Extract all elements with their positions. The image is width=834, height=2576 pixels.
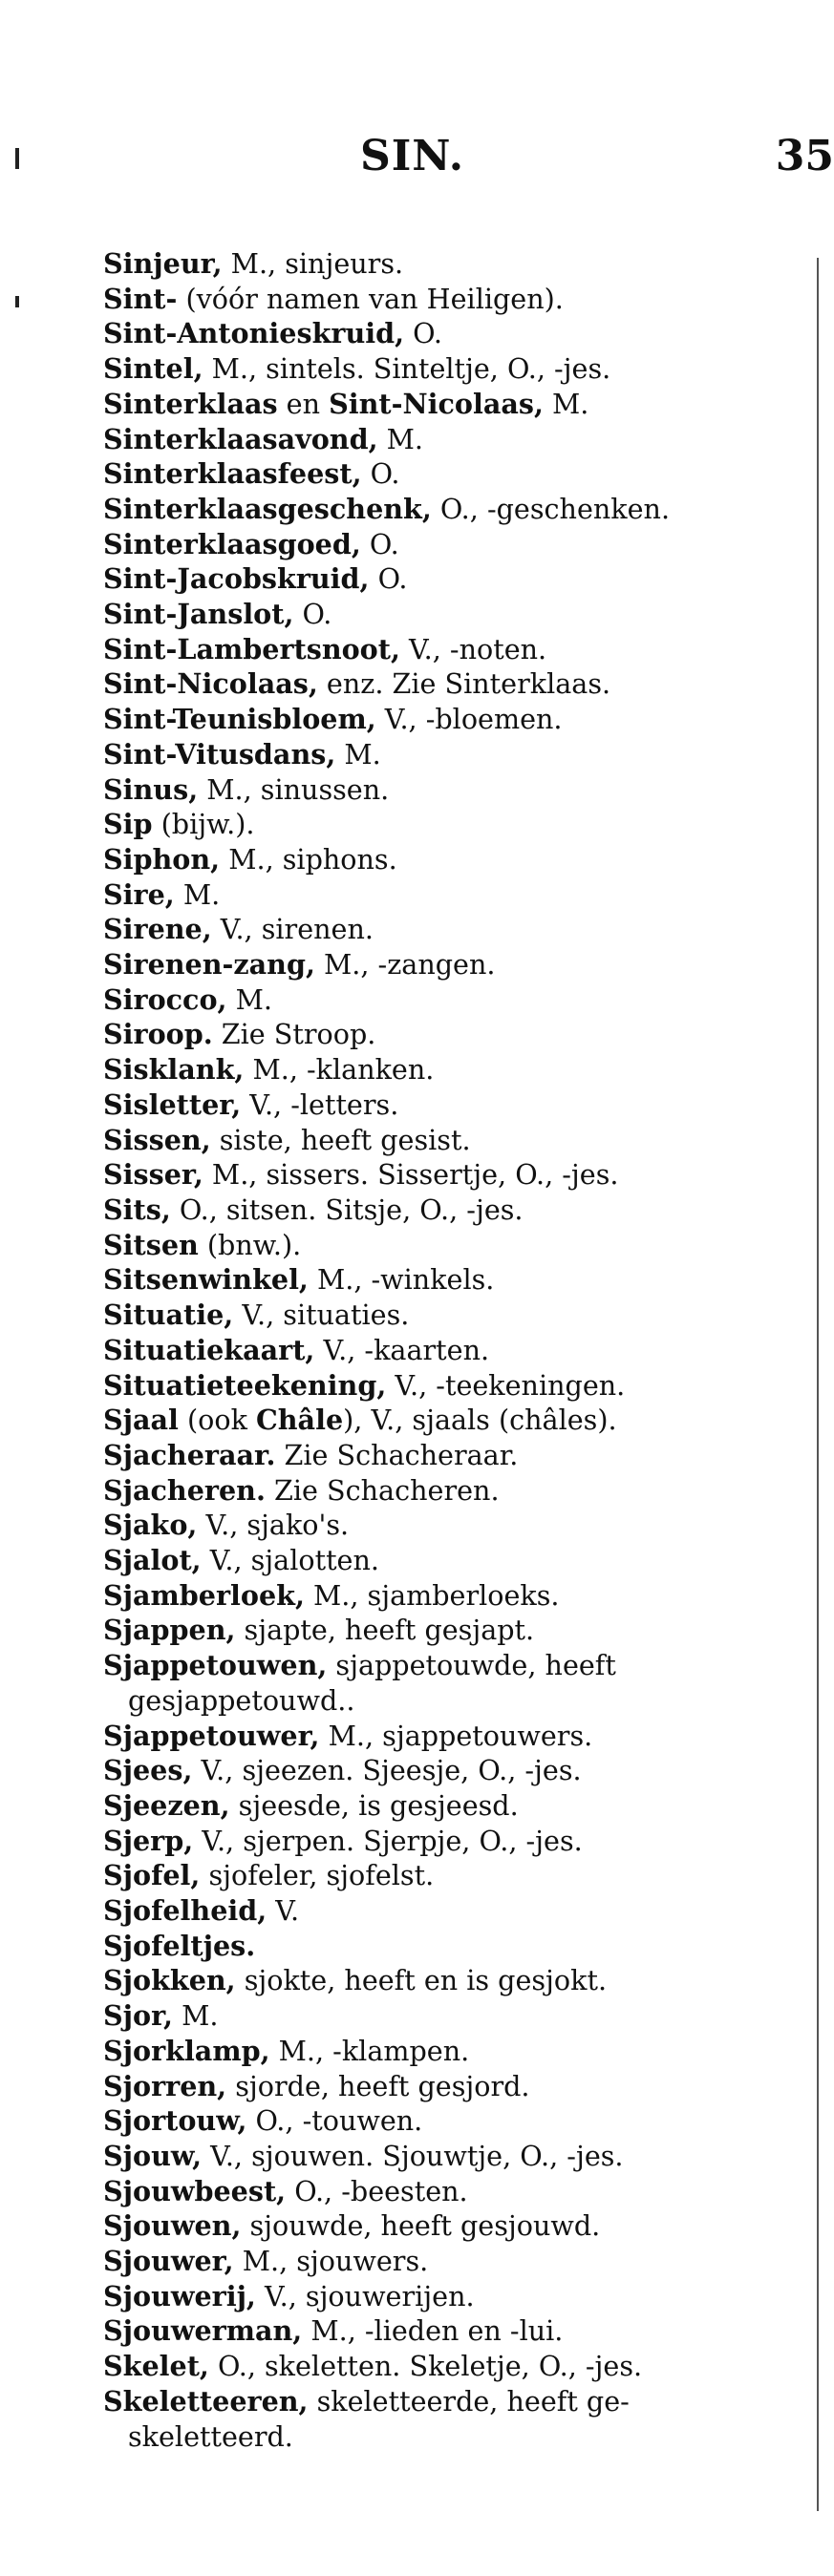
entry-headword: Skeletteeren, [103,2384,309,2418]
entry-headword: Sint-Jacobskruid, [103,562,370,596]
entry-headword: Sjacheraar. [103,1438,276,1471]
entry-definition: V., -noten. [399,632,547,665]
entry-definition: V., situaties. [233,1299,410,1332]
dictionary-entry [103,1824,797,1859]
dictionary-entry [103,1438,797,1473]
entry-definition: sjofeler, sjofelst. [200,1859,435,1892]
entry-headword: Sip [103,808,153,841]
entry-definition: M. [174,877,221,911]
column-rule [817,258,819,2511]
dictionary-entry [103,1648,797,1718]
entry-definition: enz. Zie Sinterklaas. [317,667,611,701]
dictionary-entry [103,1228,797,1263]
entry-definition: (bijw.). [152,808,255,841]
entry-headword: Sjako, [103,1509,198,1542]
dictionary-entry [103,1157,797,1193]
entry-definition: (bnw.). [198,1228,302,1261]
entry-definition: V., -teekeningen. [386,1368,626,1402]
dictionary-entry [103,1403,797,1438]
entry-definition: O., -touwen. [246,2104,423,2138]
entry-headword: Sjofelheid, [103,1894,267,1928]
dictionary-entry [103,666,797,702]
entry-definition: M., sjouwers. [233,2245,429,2278]
entry-definition: V., sjako's. [197,1509,350,1542]
dictionary-entry [103,2174,797,2209]
entry-definition: M. [335,737,381,771]
entry-headword: Sisklank, [103,1053,245,1087]
entry-definition: M. [226,982,272,1016]
entry-definition: V., sjouwerijen. [255,2279,475,2312]
entry-headword-secondary: Sint-Nicolaas, [329,387,544,420]
entry-definition: M., -winkels. [308,1263,495,1297]
entry-headword-secondary: Châle [256,1404,344,1437]
entry-definition: O. [360,527,399,560]
dictionary-entry [103,2208,797,2244]
dictionary-entry [103,772,797,808]
entry-definition: V., -kaarten. [314,1333,490,1366]
entry-continuation: skeletteerd. [128,2419,293,2453]
entry-definition: siste, heeft gesist. [210,1123,471,1156]
dictionary-entry [103,2034,797,2069]
entry-headword: Sint-Teunisbloem, [103,703,376,736]
entry-headword: Sint-Lambertsnoot, [103,632,400,665]
entry-definition: M., sinjeurs. [222,247,404,280]
entry-definition: V., sjeezen. Sjeesje, O., -jes. [192,1754,582,1787]
dictionary-entry [103,1087,797,1123]
entry-headword: Sissen, [103,1123,211,1156]
dictionary-entry [103,632,797,667]
entry-headword: Sjaal [103,1404,179,1437]
dictionary-entry [103,1368,797,1404]
page-title: SIN. [359,132,465,180]
entry-definition: V., -bloemen. [375,703,563,736]
dictionary-entry [103,1719,797,1754]
entry-headword: Sjokken, [103,1964,236,1997]
entry-continuation: gesjappetouwd.. [128,1683,355,1717]
dictionary-entry [103,527,797,562]
dictionary-entry [103,246,797,282]
dictionary-entry [103,2313,797,2349]
entry-definition: M., sjappetouwers. [319,1719,593,1752]
dictionary-entry [103,1998,797,2034]
dictionary-entry [103,737,797,772]
dictionary-entry [103,492,797,527]
dictionary-entry [103,1929,797,1964]
entry-definition: V., sjerpen. Sjerpje, O., -jes. [193,1824,583,1857]
dictionary-entry [103,2103,797,2139]
entry-headword: Situatieteekening, [103,1368,387,1402]
entry-definition: sjokte, heeft en is gesjokt. [235,1964,608,1997]
entry-definition: en [277,387,330,420]
entry-headword: Sinterklaasfeest, [103,457,362,491]
entry-headword: Sirene, [103,913,212,946]
entry-headword: Siroop. [103,1018,213,1051]
entry-headword: Sjappen, [103,1614,236,1647]
entry-definition: sjappetouwde, heeft [327,1649,616,1682]
dictionary-entry [103,1788,797,1824]
dictionary-entry [103,842,797,877]
entry-headword: Sinjeur, [103,247,223,280]
entry-definition: Zie Stroop. [212,1018,376,1051]
entry-definition-secondary: ), V., sjaals (châles). [343,1404,617,1437]
entry-definition: V., sjouwen. Sjouwtje, O., -jes. [202,2139,624,2172]
dictionary-entry [103,1893,797,1929]
entry-definition: V., sjalotten. [201,1544,379,1577]
dictionary-entry [103,947,797,982]
entry-headword: Sirenen-zang, [103,948,315,982]
entry-definition: V., -letters. [241,1087,399,1121]
entry-headword: Sinterklaas [103,387,278,420]
dictionary-entry [103,316,797,351]
entry-headword: Sjouwen, [103,2209,242,2243]
dictionary-entry [103,1193,797,1228]
dictionary-entry [103,1262,797,1298]
entry-headword: Sjeezen, [103,1788,230,1822]
entry-headword: Sirocco, [103,982,227,1016]
entry-definition: M., -zangen. [314,948,496,982]
entry-headword: Sjor, [103,1999,174,2033]
entry-definition: M., sintels. Sinteltje, O., -jes. [203,352,611,386]
dictionary-entry [103,877,797,913]
entry-headword: Sinus, [103,772,199,806]
page-number: 35 [775,132,834,180]
dictionary-entry [103,2139,797,2174]
entry-headword: Sjorklamp, [103,2034,270,2067]
dictionary-entry [103,1017,797,1052]
entry-headword: Sjamberloek, [103,1578,305,1612]
entry-headword: Sinterklaasavond, [103,422,378,455]
entry-headword: Sint-Janslot, [103,598,294,631]
entry-headword: Sisser, [103,1158,203,1192]
entry-definition: O. [404,317,443,350]
entry-headword: Sjappetouwer, [103,1719,320,1752]
entry-headword: Sjorren, [103,2069,227,2102]
dictionary-entry [103,702,797,737]
dictionary-entry [103,1963,797,1998]
entry-headword: Sint-Nicolaas, [103,667,318,701]
entry-definition: M., siphons. [220,842,397,876]
entry-headword: Sire, [103,877,175,911]
dictionary-entry [103,1753,797,1788]
entry-headword: Sjerp, [103,1824,194,1857]
entry-headword: Siphon, [103,842,221,876]
entry-headword: Sint-Vitusdans, [103,737,336,771]
entry-definition-secondary: M. [543,387,589,420]
entry-headword: Sinterklaasgoed, [103,527,361,560]
entry-headword: Sisletter, [103,1087,242,1121]
dictionary-entry [103,1508,797,1543]
dictionary-entry [103,1473,797,1509]
entry-headword: Sintel, [103,352,203,386]
entry-definition: (ook [178,1404,257,1437]
dictionary-entries [103,246,797,2454]
dictionary-entry [103,2069,797,2104]
entry-definition: M. [377,422,424,455]
entry-definition: O. [369,562,408,596]
entry-definition: M., -klanken. [244,1053,435,1087]
entry-definition: M. [173,1999,219,2033]
dictionary-entry [103,807,797,842]
entry-definition: sjorde, heeft gesjord. [226,2069,530,2102]
entry-headword: Sjappetouwen, [103,1649,328,1682]
left-margin-rule-mid [15,296,19,307]
dictionary-entry [103,1052,797,1087]
page-header [0,132,834,189]
entry-definition: O., -geschenken. [431,492,671,525]
entry-headword: Sjacheren. [103,1473,266,1507]
dictionary-entry [103,982,797,1018]
entry-definition: O. [361,457,400,491]
entry-headword: Sjalot, [103,1544,202,1577]
entry-headword: Sinterklaasgeschenk, [103,492,432,525]
dictionary-entry [103,1578,797,1614]
entry-headword: Sjouwbeest, [103,2174,287,2207]
dictionary-entry [103,2384,797,2454]
dictionary-entry [103,597,797,632]
dictionary-entry [103,282,797,317]
entry-definition: sjeesde, is gesjeesd. [229,1788,519,1822]
entry-headword: Sint-Antonieskruid, [103,317,405,350]
dictionary-entry [103,2279,797,2314]
dictionary-entry [103,1123,797,1158]
entry-headword: Sjees, [103,1754,193,1787]
entry-definition: Zie Schacheraar. [275,1438,519,1471]
entry-definition: O., skeletten. Skeletje, O., -jes. [208,2350,643,2383]
dictionary-entry [103,456,797,492]
dictionary-entry [103,2349,797,2384]
entry-definition: Zie Schacheren. [265,1473,500,1507]
entry-headword: Sjofel, [103,1859,201,1892]
dictionary-entry [103,2244,797,2279]
dictionary-entry [103,1858,797,1893]
entry-headword: Skelet, [103,2350,209,2383]
entry-definition: M., sinussen. [198,772,390,806]
entry-definition: skeletteerde, heeft ge- [308,2384,630,2418]
entry-definition: O., sitsen. Sitsje, O., -jes. [170,1193,524,1226]
entry-headword: Sitsenwinkel, [103,1263,309,1297]
entry-headword: Situatiekaart, [103,1333,315,1366]
entry-definition: V. [267,1894,300,1928]
entry-headword: Sits, [103,1193,171,1226]
dictionary-entry [103,387,797,422]
entry-headword: Sjortouw, [103,2104,247,2138]
entry-definition: O., -beesten. [286,2174,468,2207]
dictionary-entry [103,1298,797,1333]
entry-definition: V., sirenen. [211,913,374,946]
dictionary-entry [103,351,797,387]
dictionary-entry [103,1613,797,1648]
entry-headword: Sjouw, [103,2139,203,2172]
entry-definition: M., -lieden en -lui. [302,2314,564,2348]
entry-headword: Sitsen [103,1228,199,1261]
dictionary-entry [103,912,797,947]
entry-headword: Sint- [103,282,178,315]
entry-definition: sjouwde, heeft gesjouwd. [241,2209,601,2243]
entry-headword: Sjouwerman, [103,2314,303,2348]
dictionary-entry [103,422,797,457]
dictionary-entry [103,1333,797,1368]
entry-headword: Sjouwer, [103,2245,234,2278]
entry-definition: M., sissers. Sissertje, O., -jes. [203,1158,619,1192]
entry-definition: M., sjamberloeks. [304,1578,560,1612]
entry-definition: sjapte, heeft gesjapt. [235,1614,535,1647]
dictionary-entry [103,1543,797,1578]
entry-definition: M., -klampen. [269,2034,470,2067]
dictionary-entry [103,561,797,597]
entry-definition: O. [293,598,332,631]
entry-definition: (vóór namen van Heiligen). [177,282,564,315]
entry-headword: Sjofeltjes. [103,1929,256,1962]
entry-headword: Situatie, [103,1299,234,1332]
entry-headword: Sjouwerij, [103,2279,256,2312]
